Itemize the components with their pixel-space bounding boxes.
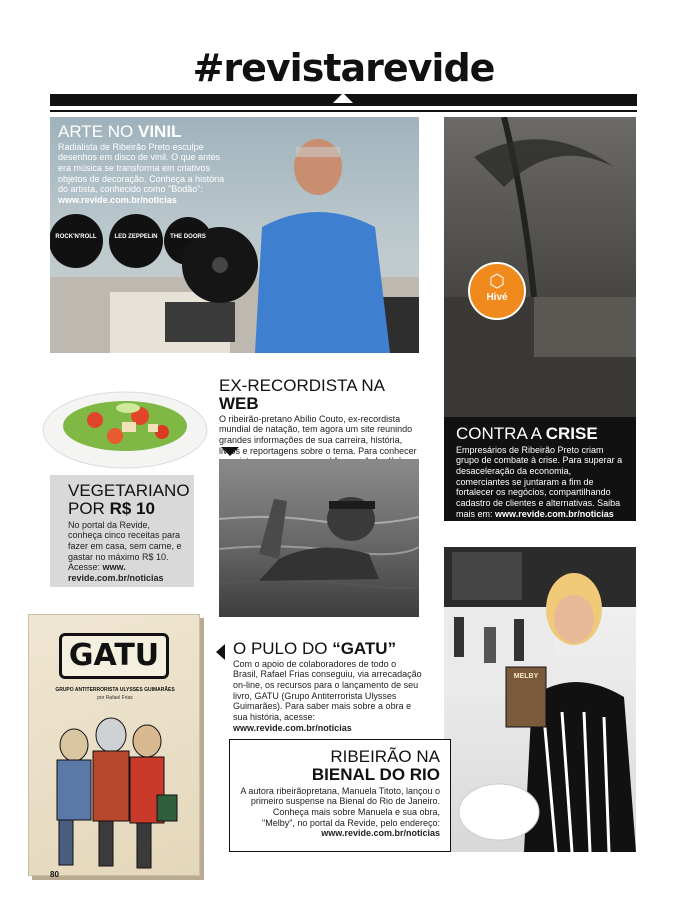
hive-sticker	[468, 262, 526, 320]
recordista-body: O ribeirão-pretano Abílio Couto, ex-recordista mundial de natação, tem agora um site reunindo grandes informações de sua carreira, história, livros e reportagens sobre o tema. Para conhecer	[219, 414, 424, 467]
gatu-book-title: GATU	[59, 633, 169, 679]
gatu-body: Com o apoio de colaboradores de todo o Brasil, Rafael Frias conseguiu, via arrecadação on-line, os recursos para o lançamento de seu livro, GATU (Grupo Antiterrorista Ulysses Guimarães). Para saber mais sobre a obra e sua história, acesse: www.revide.com.br/noticias	[233, 658, 422, 733]
vinil-text-block	[58, 123, 228, 206]
gatu-link[interactable]: www.revide.com.br/noticias	[233, 722, 352, 733]
bienal-photo	[444, 547, 636, 852]
gatu-illustration	[29, 705, 200, 875]
vinil-title: ARTE NO VINIL	[58, 122, 182, 141]
vinil-link[interactable]: www.revide.com.br/noticias	[58, 194, 177, 205]
crise-photo	[444, 117, 636, 417]
crise-title: CONTRA A CRISE	[456, 424, 598, 443]
crise-box	[444, 417, 636, 521]
bienal-box	[229, 739, 451, 852]
crise-body: Empresários de Ribeirão Preto criam grupo de combate à crise. Para superar a desaceleração da economia, comerciantes se juntaram a fim de fortalecer os negócios, compartilhando cadastro de clientes e alternativas. Saiba mais em: www.revide.com.br/noticias	[456, 444, 623, 519]
bienal-link[interactable]: www.revide.com.br/noticias	[321, 828, 440, 839]
header-rule-notch	[333, 93, 353, 103]
vinil-body: Radialista de Ribeirão Preto esculpe desenhos em disco de vinil. O que antes era música se transforma em criativos objetos de decoração. Conheça a história do artista, conhecido como "Bodão": www.revide.com.br/noticias	[58, 141, 225, 205]
vegetariano-box	[50, 475, 194, 587]
recordista-text-block	[219, 377, 424, 467]
hive-icon: ⬡	[489, 271, 505, 291]
record-label-rocknroll: ROCK'N'ROLL	[55, 234, 97, 240]
vegetariano-body: No portal da Revide, conheça cinco receitas para fazer em casa, sem carne, e gastar no máximo R$ 10. Acesse: www. revide.com.br/noticias	[68, 519, 182, 583]
recordista-arrow-icon	[221, 447, 239, 456]
vegetariano-link[interactable]: www. revide.com.br/noticias	[68, 562, 164, 583]
swimmer-photo	[219, 459, 419, 617]
gatu-book-cover	[28, 614, 200, 876]
gatu-book-author: por Rafael Frias	[97, 695, 133, 701]
page-number: 80	[50, 870, 59, 879]
bienal-body: A autora ribeirãopretana, Manuela Titoto, lançou o primeiro suspense na Bienal do Rio de Janeiro. Conheça mais sobre Manuela e sua obra, "Melby", no portal da Revide, pelo endereço: www.revide.com.br/noticias	[240, 785, 440, 839]
gatu-arrow-icon	[216, 644, 225, 660]
recordista-title: EX-RECORDISTA NA WEB	[219, 376, 384, 413]
crise-link[interactable]: www.revide.com.br/noticias	[495, 508, 614, 519]
bienal-book-label: MELBY	[513, 673, 539, 680]
gatu-book-subtitle: GRUPO ANTITERRORISTA ULYSSES GUIMARÃES	[55, 687, 175, 693]
gatu-title: O PULO DO “GATU”	[233, 639, 397, 658]
gatu-text-block	[233, 640, 423, 733]
vegetariano-title: VEGETARIANO POR R$ 10	[68, 481, 190, 518]
page-headline: #revistarevide	[192, 46, 495, 90]
bienal-title: RIBEIRÃO NA BIENAL DO RIO	[311, 747, 440, 784]
salad-photo	[40, 378, 210, 474]
record-label-doors: THE DOORS	[170, 234, 206, 240]
header-rule-thin	[50, 110, 637, 112]
hive-sticker-label: Hivé	[486, 292, 508, 303]
record-label-led-zeppelin: LED ZEPPELIN	[114, 234, 158, 240]
vinil-photo	[50, 117, 419, 353]
